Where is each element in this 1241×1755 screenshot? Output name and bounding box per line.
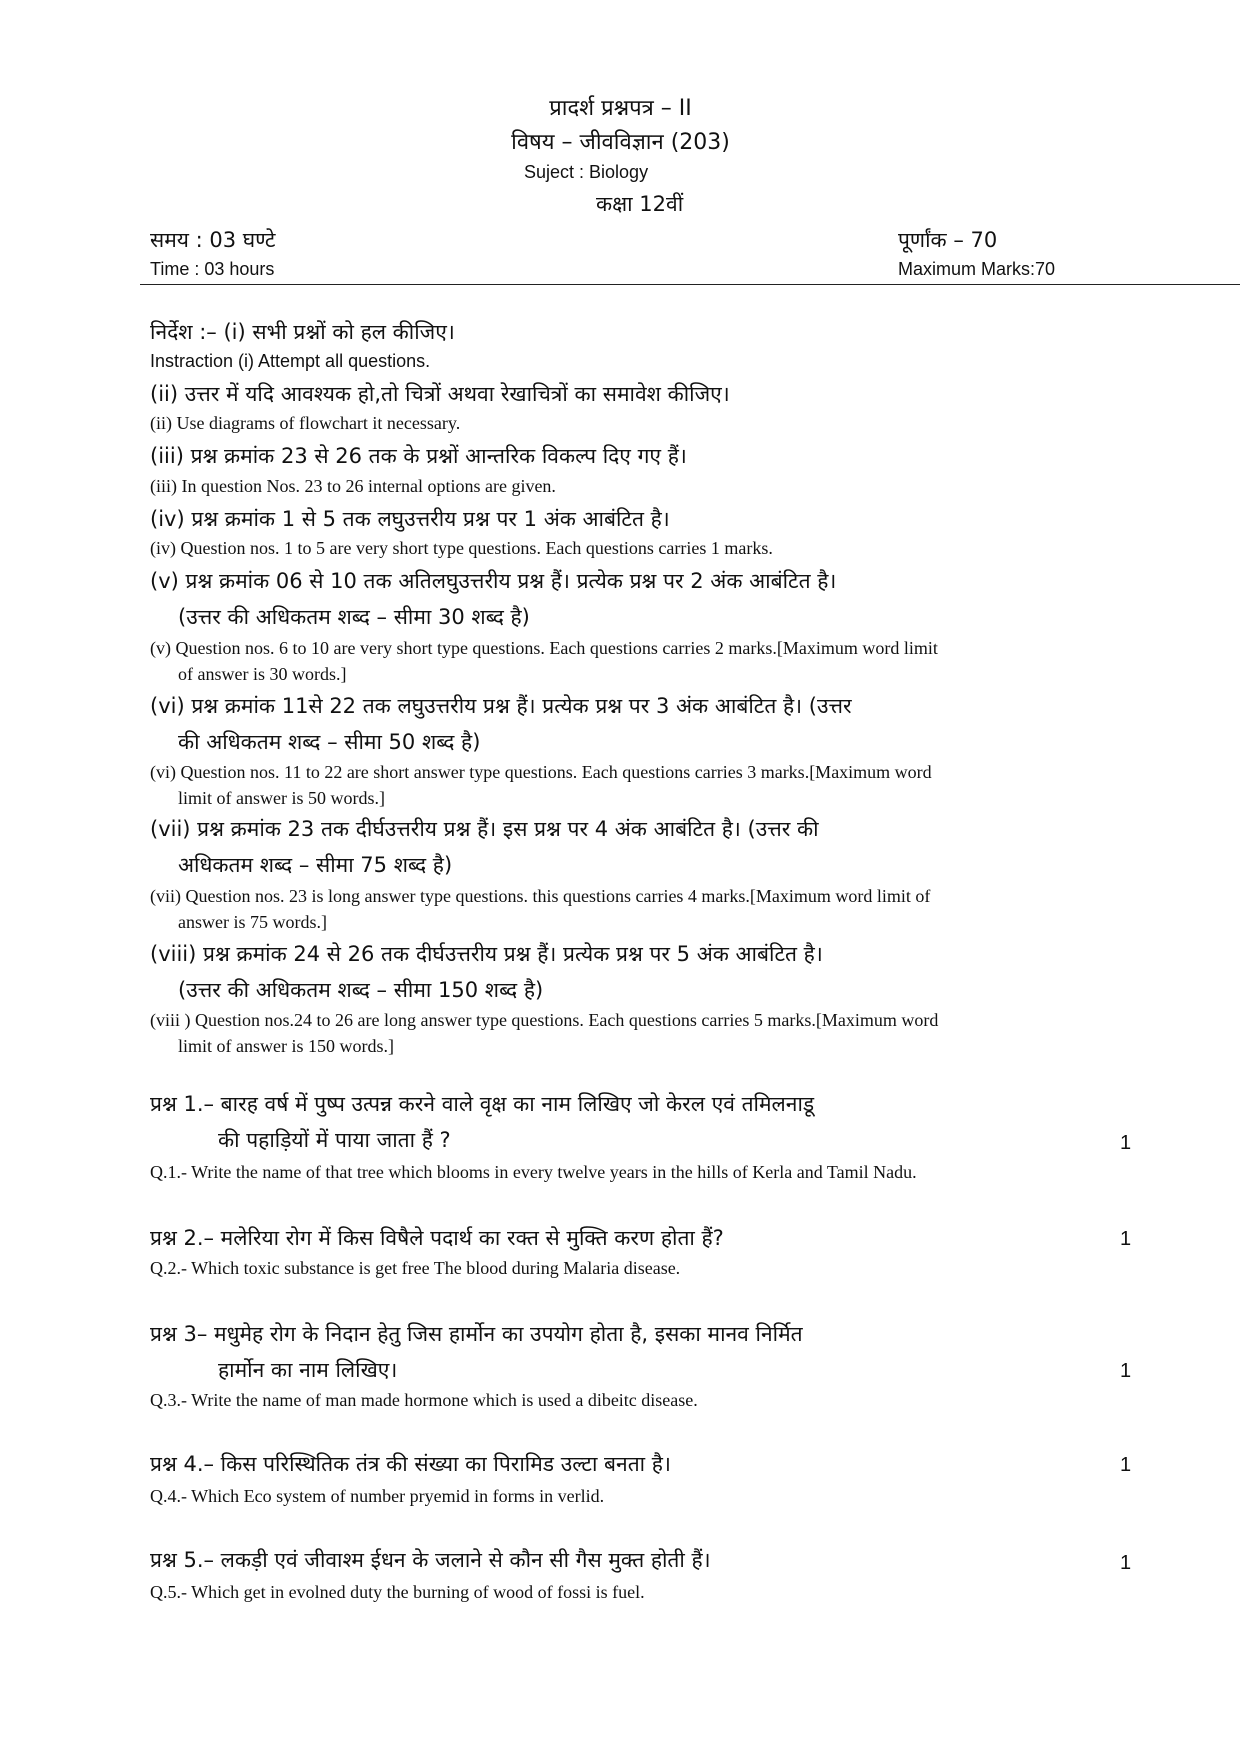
instruction-english-cont: of answer is 30 words.] xyxy=(178,664,347,684)
instruction-hindi: निर्देश :– (i) सभी प्रश्नों को हल कीजिए। xyxy=(150,320,455,344)
instruction-english: (viii ) Question nos.24 to 26 are long answer type questions. Each questions carries 5 marks.[Maximum word xyxy=(150,1010,939,1030)
question-english: Q.5.- Which get in evolned duty the burning of wood of fossi is fuel. xyxy=(150,1582,645,1602)
question-hindi: प्रश्न 2.– मलेरिया रोग में किस विषैले पदार्थ का रक्त से मुक्ति करण होता हैं? xyxy=(150,1226,724,1250)
marks-english: Maximum Marks:70 xyxy=(898,259,1056,279)
question-marks: 1 xyxy=(1120,1552,1132,1574)
question-marks: 1 xyxy=(1120,1132,1132,1154)
question-hindi-cont: हार्मोन का नाम लिखिए। xyxy=(218,1358,398,1382)
instruction-hindi-cont: (उत्तर की अधिकतम शब्द – सीमा 30 शब्द है) xyxy=(178,605,530,629)
instruction-english: (ii) Use diagrams of flowchart it necessary. xyxy=(150,413,461,433)
instruction-english-cont: answer is 75 words.] xyxy=(178,912,327,932)
question-marks: 1 xyxy=(1120,1454,1132,1476)
question-hindi-cont: की पहाड़ियों में पाया जाता हैं ? xyxy=(218,1128,451,1152)
marks-hindi: पूर्णांक – 70 xyxy=(898,228,998,252)
subject-hindi: विषय – जीवविज्ञान (203) xyxy=(511,130,730,155)
question-english: Q.3.- Write the name of man made hormone which is used a dibeitc disease. xyxy=(150,1390,698,1410)
time-hindi: समय : 03 घण्टे xyxy=(150,228,276,252)
instruction-hindi: (iv) प्रश्न क्रमांक 1 से 5 तक लघुउत्तरीय प्रश्न पर 1 अंक आबंटित है। xyxy=(150,507,670,531)
instruction-hindi: (vii) प्रश्न क्रमांक 23 तक दीर्घउत्तरीय प्रश्न हैं। इस प्रश्न पर 4 अंक आबंटित है। (उत्तर की xyxy=(150,817,819,841)
question-hindi: प्रश्न 4.– किस परिस्थितिक तंत्र की संख्या का पिरामिड उल्टा बनता है। xyxy=(150,1452,671,1476)
instruction-english: (iii) In question Nos. 23 to 26 internal options are given. xyxy=(150,476,556,496)
question-english: Q.2.- Which toxic substance is get free The blood during Malaria disease. xyxy=(150,1258,681,1278)
instruction-english-cont: limit of answer is 50 words.] xyxy=(178,788,385,808)
subject-english: Suject : Biology xyxy=(524,162,649,182)
instruction-hindi: (ii) उत्तर में यदि आवश्यक हो,तो चित्रों अथवा रेखाचित्रों का समावेश कीजिए। xyxy=(150,382,730,406)
instruction-hindi-cont: अधिकतम शब्द – सीमा 75 शब्द है) xyxy=(178,853,453,877)
class-label: कक्षा 12वीं xyxy=(596,192,684,216)
instruction-hindi: (iii) प्रश्न क्रमांक 23 से 26 तक के प्रश्नों आन्तरिक विकल्प दिए गए हैं। xyxy=(150,444,687,468)
instruction-english: (iv) Question nos. 1 to 5 are very short type questions. Each questions carries 1 marks. xyxy=(150,538,773,558)
instruction-hindi: (viii) प्रश्न क्रमांक 24 से 26 तक दीर्घउत्तरीय प्रश्न हैं। प्रत्येक प्रश्न पर 5 अंक आबंटित है। xyxy=(150,942,823,966)
instruction-hindi: (v) प्रश्न क्रमांक 06 से 10 तक अतिलघुउत्तरीय प्रश्न हैं। प्रत्येक प्रश्न पर 2 अंक आबंटित है। xyxy=(150,569,837,593)
time-english: Time : 03 hours xyxy=(150,259,275,279)
question-hindi: प्रश्न 3– मधुमेह रोग के निदान हेतु जिस हार्मोन का उपयोग होता है, इसका मानव निर्मित xyxy=(150,1322,803,1346)
instruction-english-cont: limit of answer is 150 words.] xyxy=(178,1036,394,1056)
instruction-english: (vii) Question nos. 23 is long answer type questions. this questions carries 4 marks.[Maximum word limit of xyxy=(150,886,931,906)
instruction-english: (vi) Question nos. 11 to 22 are short answer type questions. Each questions carries 3 marks.[Maximum word xyxy=(150,762,932,782)
question-english: Q.4.- Which Eco system of number pryemid in forms in verlid. xyxy=(150,1486,605,1506)
instruction-hindi-cont: (उत्तर की अधिकतम शब्द – सीमा 150 शब्द है) xyxy=(178,978,544,1002)
question-hindi: प्रश्न 5.– लकड़ी एवं जीवाश्म ईधन के जलाने से कौन सी गैस मुक्त होती हैं। xyxy=(150,1548,711,1572)
question-english: Q.1.- Write the name of that tree which blooms in every twelve years in the hills of Kerla and Tamil Nadu. xyxy=(150,1162,917,1182)
instruction-english: (v) Question nos. 6 to 10 are very short type questions. Each questions carries 2 marks.[Maximum word limit xyxy=(150,638,938,658)
question-hindi: प्रश्न 1.– बारह वर्ष में पुष्प उत्पन्न करने वाले वृक्ष का नाम लिखिए जो केरल एवं तमिलनाडू xyxy=(150,1092,815,1116)
question-marks: 1 xyxy=(1120,1360,1132,1382)
paper-title: प्रादर्श प्रश्नपत्र – II xyxy=(549,96,692,121)
instruction-hindi: (vi) प्रश्न क्रमांक 11से 22 तक लघुउत्तरीय प्रश्न हैं। प्रत्येक प्रश्न पर 3 अंक आबंटित है। (उत्तर xyxy=(150,694,852,718)
instruction-hindi-cont: की अधिकतम शब्द – सीमा 50 शब्द है) xyxy=(178,730,481,754)
instruction-english: Instraction (i) Attempt all questions. xyxy=(150,351,431,371)
question-marks: 1 xyxy=(1120,1228,1132,1250)
header-divider xyxy=(140,284,1240,285)
